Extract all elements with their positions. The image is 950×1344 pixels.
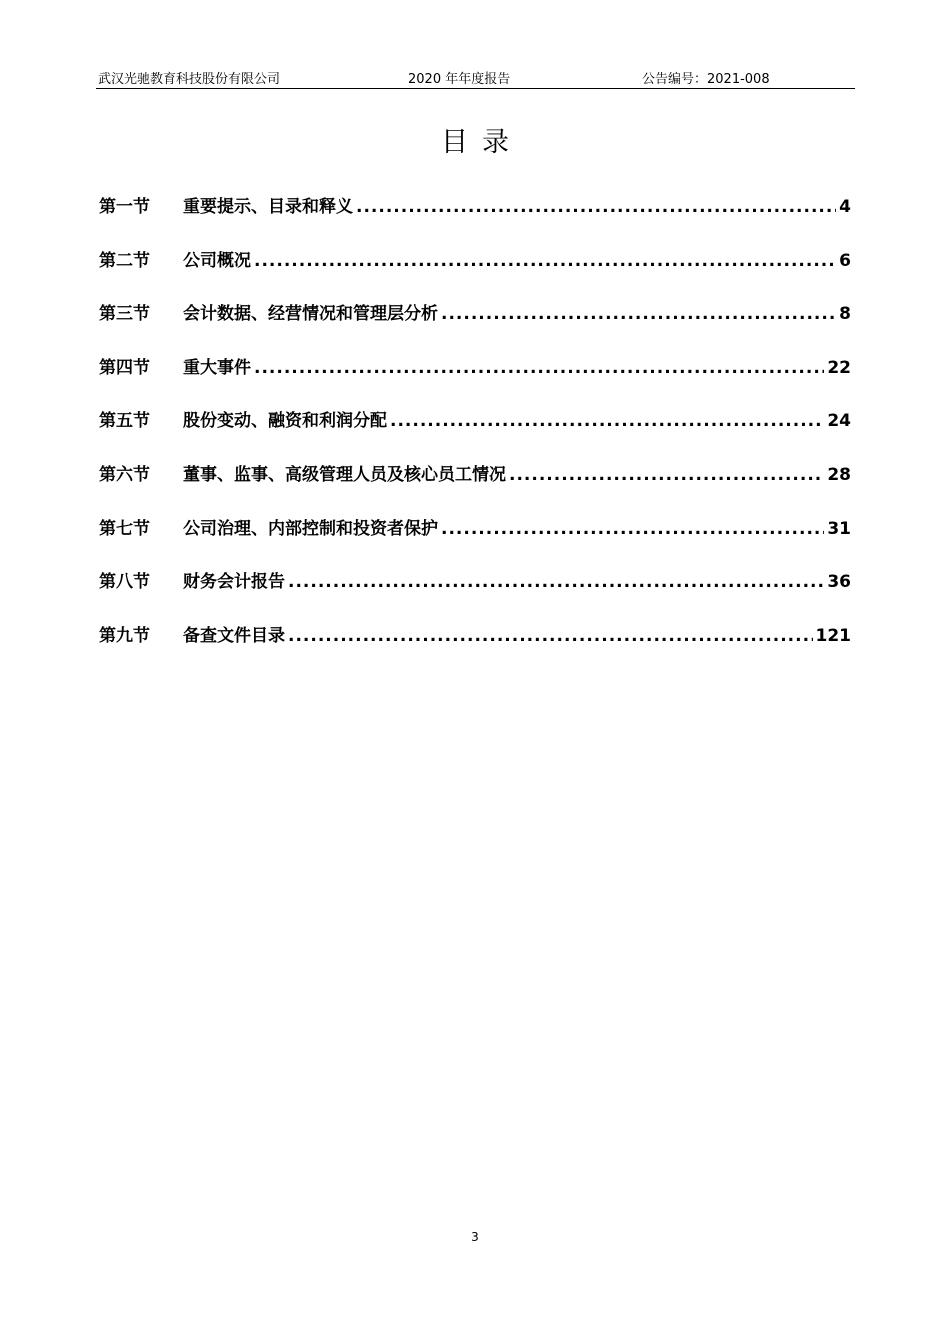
header-notice-number: 公告编号：2021-008 — [642, 72, 770, 87]
toc-dot-leader — [390, 411, 824, 431]
toc-section-number: 第九节 — [99, 625, 150, 646]
toc-section-title: 重大事件 — [183, 357, 251, 378]
toc-section-number: 第六节 — [99, 464, 150, 485]
toc-dot-leader — [288, 626, 813, 646]
toc-dot-leader — [254, 251, 836, 271]
toc-entry[interactable] — [99, 621, 851, 675]
page-header — [96, 66, 855, 89]
toc-page-number: 24 — [827, 411, 851, 432]
toc-section-number: 第七节 — [99, 518, 150, 539]
toc-section-number: 第二节 — [99, 250, 150, 271]
toc-section-title: 董事、监事、高级管理人员及核心员工情况 — [183, 464, 506, 485]
toc-page-number: 8 — [839, 304, 851, 325]
toc-page-number: 36 — [827, 572, 851, 593]
toc-section-title: 公司治理、内部控制和投资者保护 — [183, 518, 438, 539]
page-footer-number: 3 — [471, 1230, 479, 1244]
toc-dot-leader — [441, 304, 836, 324]
toc-section-title: 会计数据、经营情况和管理层分析 — [183, 304, 438, 325]
toc-section-title: 重要提示、目录和释义 — [183, 197, 353, 217]
toc-page-number: 4 — [839, 197, 851, 217]
toc-section-number: 第三节 — [99, 304, 150, 325]
toc-section-title: 备查文件目录 — [183, 625, 285, 646]
toc-entry[interactable] — [99, 406, 851, 460]
toc-section-number: 第一节 — [99, 197, 150, 217]
toc-dot-leader — [254, 358, 824, 378]
toc-section-title: 财务会计报告 — [183, 572, 285, 593]
header-report-title: 2020 年年度报告 — [408, 72, 511, 87]
toc-section-number: 第八节 — [99, 572, 150, 593]
toc-page-number: 31 — [827, 518, 851, 539]
toc-entry[interactable] — [99, 192, 851, 246]
toc-dot-leader — [288, 572, 824, 592]
toc-dot-leader — [356, 197, 836, 217]
toc-entry[interactable] — [99, 514, 851, 568]
toc-dot-leader — [441, 519, 824, 539]
toc-page-number: 121 — [815, 625, 851, 646]
toc-page-number: 6 — [839, 250, 851, 271]
toc-section-title: 股份变动、融资和利润分配 — [183, 411, 387, 432]
header-company-name: 武汉光驰教育科技股份有限公司 — [98, 72, 281, 87]
toc-section-title: 公司概况 — [183, 250, 251, 271]
toc-section-number: 第四节 — [99, 357, 150, 378]
toc-entry[interactable] — [99, 567, 851, 621]
toc-entry[interactable] — [99, 460, 851, 514]
page-title: 目录 — [441, 127, 523, 158]
table-of-contents — [99, 192, 851, 674]
toc-entry[interactable] — [99, 299, 851, 353]
toc-entry[interactable] — [99, 246, 851, 300]
toc-section-number: 第五节 — [99, 411, 150, 432]
toc-entry[interactable] — [99, 353, 851, 407]
toc-page-number: 28 — [827, 464, 851, 485]
toc-dot-leader — [509, 465, 824, 485]
toc-page-number: 22 — [827, 357, 851, 378]
